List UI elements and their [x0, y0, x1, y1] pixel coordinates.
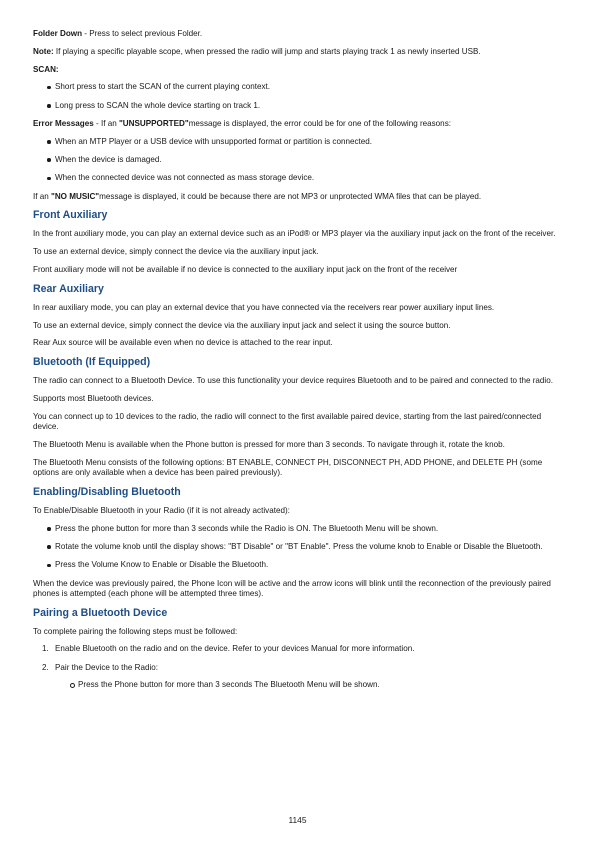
- enabling-bluetooth-heading: Enabling/Disabling Bluetooth: [33, 485, 181, 498]
- list-item: Press the Phone button for more than 3 seconds The Bluetooth Menu will be shown.: [55, 680, 565, 690]
- list-item: [33, 644, 565, 654]
- body-paragraph: Front auxiliary mode will not be available if no device is connected to the auxiliary input jack on the front of the receiver: [33, 265, 458, 275]
- note-paragraph: Note: If playing a specific playable scope, when pressed the radio will jump and starts playing track 1 as newly inserted USB.: [33, 46, 481, 56]
- error-messages-paragraph: Error Messages - If an "UNSUPPORTED"message is displayed, the error could be for one of the following reasons:: [33, 118, 451, 128]
- body-paragraph: In the front auxiliary mode, you can play an external device such as an iPod® or MP3 player via the auxiliary input jack on the front of the receiver.: [33, 229, 556, 239]
- list-item: Press the phone button for more than 3 seconds while the Radio is ON. The Bluetooth Menu will be shown.: [33, 524, 565, 534]
- list-item: Press the Volume Know to Enable or Disable the Bluetooth.: [33, 560, 565, 570]
- page-content: [33, 29, 565, 698]
- body-paragraph: To use an external device, simply connect the device via the auxiliary input jack.: [33, 247, 319, 257]
- body-paragraph: Supports most Bluetooth devices.: [33, 394, 154, 404]
- front-auxiliary-heading: Front Auxiliary: [33, 209, 108, 222]
- bluetooth-heading: Bluetooth (If Equipped): [33, 356, 151, 369]
- body-paragraph: The Bluetooth Menu consists of the following options: BT ENABLE, CONNECT PH, DISCONNECT PH, ADD PHONE, and DELETE PH (some options are only available when a device has been paired previously).: [33, 457, 543, 478]
- scan-list: [33, 82, 565, 111]
- pairing-sub-list: [55, 680, 565, 690]
- body-paragraph: To complete pairing the following steps must be followed:: [33, 626, 238, 636]
- pairing-heading: Pairing a Bluetooth Device: [33, 606, 168, 619]
- error-list: [33, 137, 565, 184]
- page-number: 1145: [288, 815, 307, 825]
- body-paragraph: The radio can connect to a Bluetooth Device. To use this functionality your device requires Bluetooth and to be paired and connected to the radio.: [33, 376, 553, 386]
- step-number: 2.: [42, 662, 49, 672]
- list-item: Long press to SCAN the whole device starting on track 1.: [33, 101, 565, 111]
- step-number: 1.: [42, 644, 49, 654]
- body-paragraph: You can connect up to 10 devices to the radio, the radio will connect to the first available paired device, starting from the last paired/connected device.: [33, 411, 542, 432]
- list-item: Short press to start the SCAN of the current playing context.: [33, 82, 565, 92]
- step-text: Enable Bluetooth on the radio and on the device. Refer to your devices Manual for more information.: [55, 644, 415, 654]
- body-paragraph: To use an external device, simply connect the device via the auxiliary input jack and select it using the source button.: [33, 320, 451, 330]
- scan-label: SCAN:: [33, 64, 59, 74]
- body-paragraph: In rear auxiliary mode, you can play an external device that you have connected via the receivers rear power auxiliary input lines.: [33, 302, 495, 312]
- rear-auxiliary-heading: Rear Auxiliary: [33, 282, 104, 295]
- body-paragraph: The Bluetooth Menu is available when the Phone button is pressed for more than 3 seconds. To navigate through it, rotate the knob.: [33, 439, 505, 449]
- list-item: When the connected device was not connected as mass storage device.: [33, 173, 565, 183]
- no-music-paragraph: If an "NO MUSIC"message is displayed, it could be because there are not MP3 or unprotected WMA files that can be played.: [33, 191, 482, 201]
- body-paragraph: When the device was previously paired, the Phone Icon will be active and the arrow icons will blink until the reconnection of the previously paired phones is attempted (each phone will be attempted three times).: [33, 578, 551, 598]
- pairing-steps: [33, 644, 565, 690]
- folder-down-paragraph: Folder Down - Press to select previous Folder.: [33, 29, 203, 38]
- list-item: Rotate the volume knob until the display shows: "BT Disable" or "BT Enable". Press the volume knob to Enable or Disable the Bluetooth.: [33, 542, 565, 552]
- body-paragraph: Rear Aux source will be available even when no device is attached to the rear input.: [33, 338, 333, 348]
- enable-list: [33, 524, 565, 571]
- list-item: When an MTP Player or a USB device with unsupported format or partition is connected.: [33, 137, 565, 147]
- list-item: [33, 663, 565, 691]
- body-paragraph: To Enable/Disable Bluetooth in your Radio (if it is not already activated):: [33, 505, 290, 515]
- list-item: When the device is damaged.: [33, 155, 565, 165]
- step-text: Pair the Device to the Radio:: [55, 662, 159, 672]
